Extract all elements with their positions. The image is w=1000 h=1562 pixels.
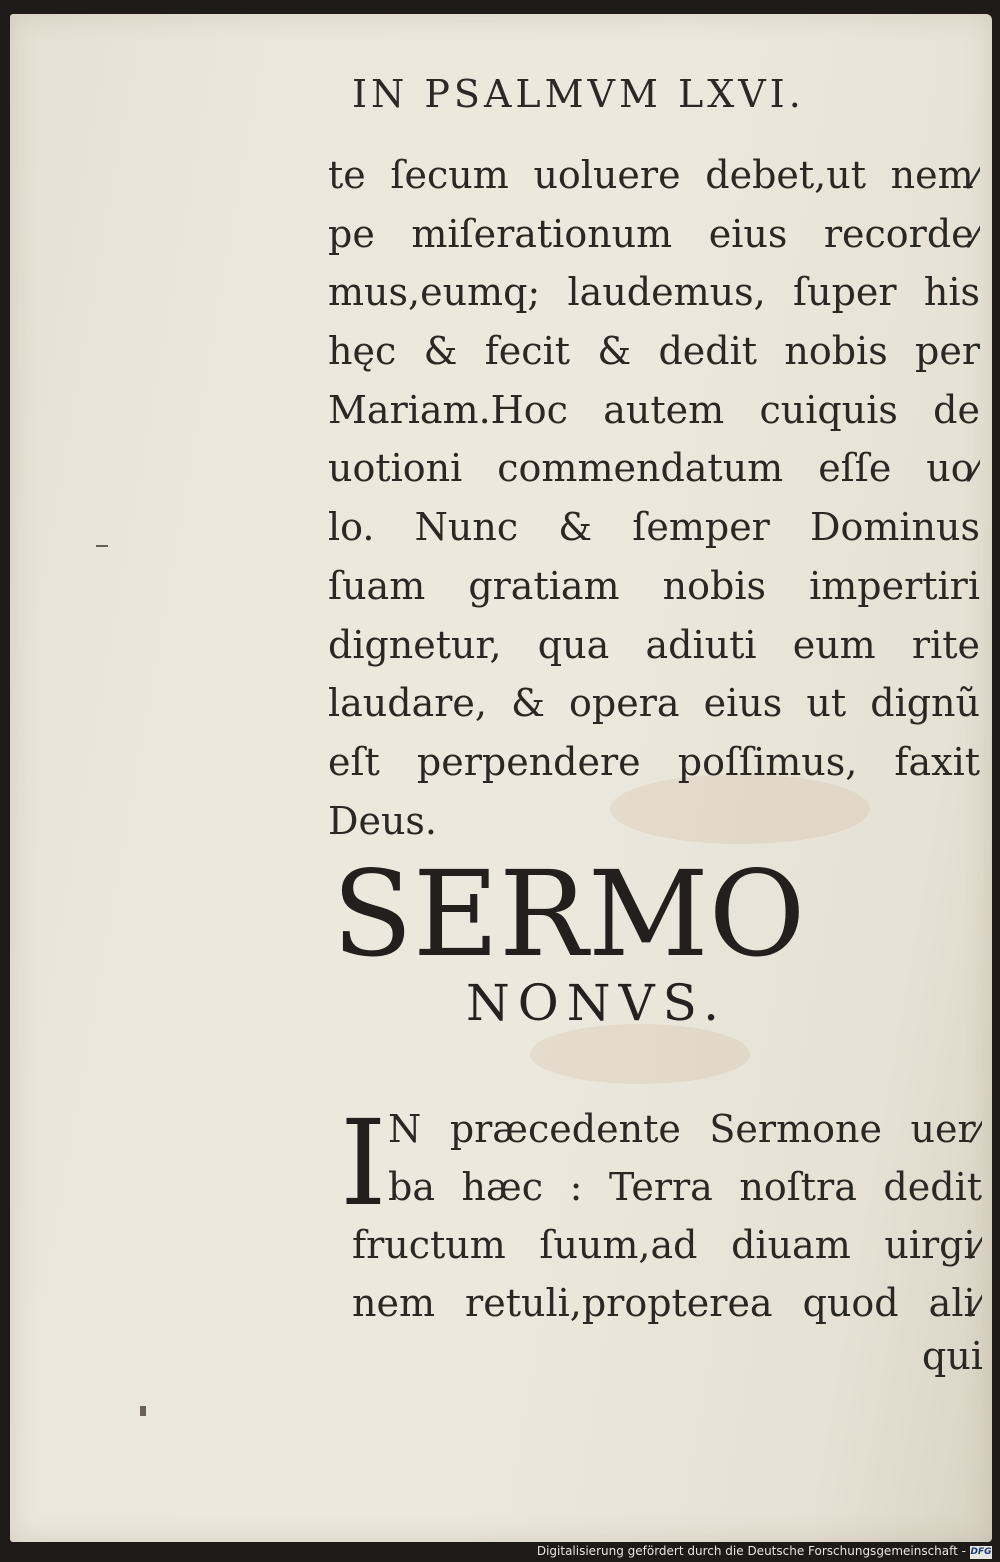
text-line: Deus. xyxy=(328,798,438,843)
text-line: mus,eumq; laudemus, ſuper his xyxy=(328,270,980,315)
body-text xyxy=(328,146,980,850)
text-line: dignetur, qua adiuti eum rite xyxy=(328,622,980,667)
text-line: te ſecum uoluere debet,ut nem⁄ xyxy=(328,153,980,197)
text-line: uotioni commendatum eſſe uo⁄ xyxy=(328,446,980,491)
digitization-credit: Digitalisierung gefördert durch die Deutsche Forschungsgemeinschaft - xyxy=(536,1544,966,1558)
paragraph-text xyxy=(352,1100,982,1332)
text-line: pe miſerationum eius recorde⁄ xyxy=(328,211,980,256)
book-page xyxy=(10,14,992,1542)
margin-mark xyxy=(140,1406,146,1416)
text-line: Mariam.Hoc autem cuiquis de xyxy=(328,387,980,432)
section-subtitle: NONVS. xyxy=(466,974,727,1032)
text-line: nem retuli,propterea quod ali⁄ xyxy=(352,1281,982,1325)
section-title: SERMO xyxy=(332,845,806,983)
dfg-logo-icon: DFG xyxy=(970,1547,992,1557)
margin-mark xyxy=(96,545,108,547)
text-line: hęc & fecit & dedit nobis per xyxy=(328,329,980,374)
text-line: fructum ſuum,ad diuam uirgi⁄ xyxy=(352,1223,982,1267)
catchword: qui xyxy=(922,1334,983,1378)
drop-cap: I xyxy=(340,1094,387,1232)
paper-stain xyxy=(530,1024,750,1084)
running-head: IN PSALMVM LXVI. xyxy=(352,72,805,116)
text-line: lo. Nunc & ſemper Dominus xyxy=(328,505,980,550)
text-line: ba hæc : Terra noſtra dedit xyxy=(388,1165,982,1209)
text-line: ſuam gratiam nobis impertiri xyxy=(328,563,980,608)
text-line: laudare, & opera eius ut dignũ xyxy=(328,681,980,726)
text-line: N præcedente Sermone uer⁄ xyxy=(388,1107,982,1151)
text-line: eſt perpendere poſſimus, faxit xyxy=(328,739,980,784)
